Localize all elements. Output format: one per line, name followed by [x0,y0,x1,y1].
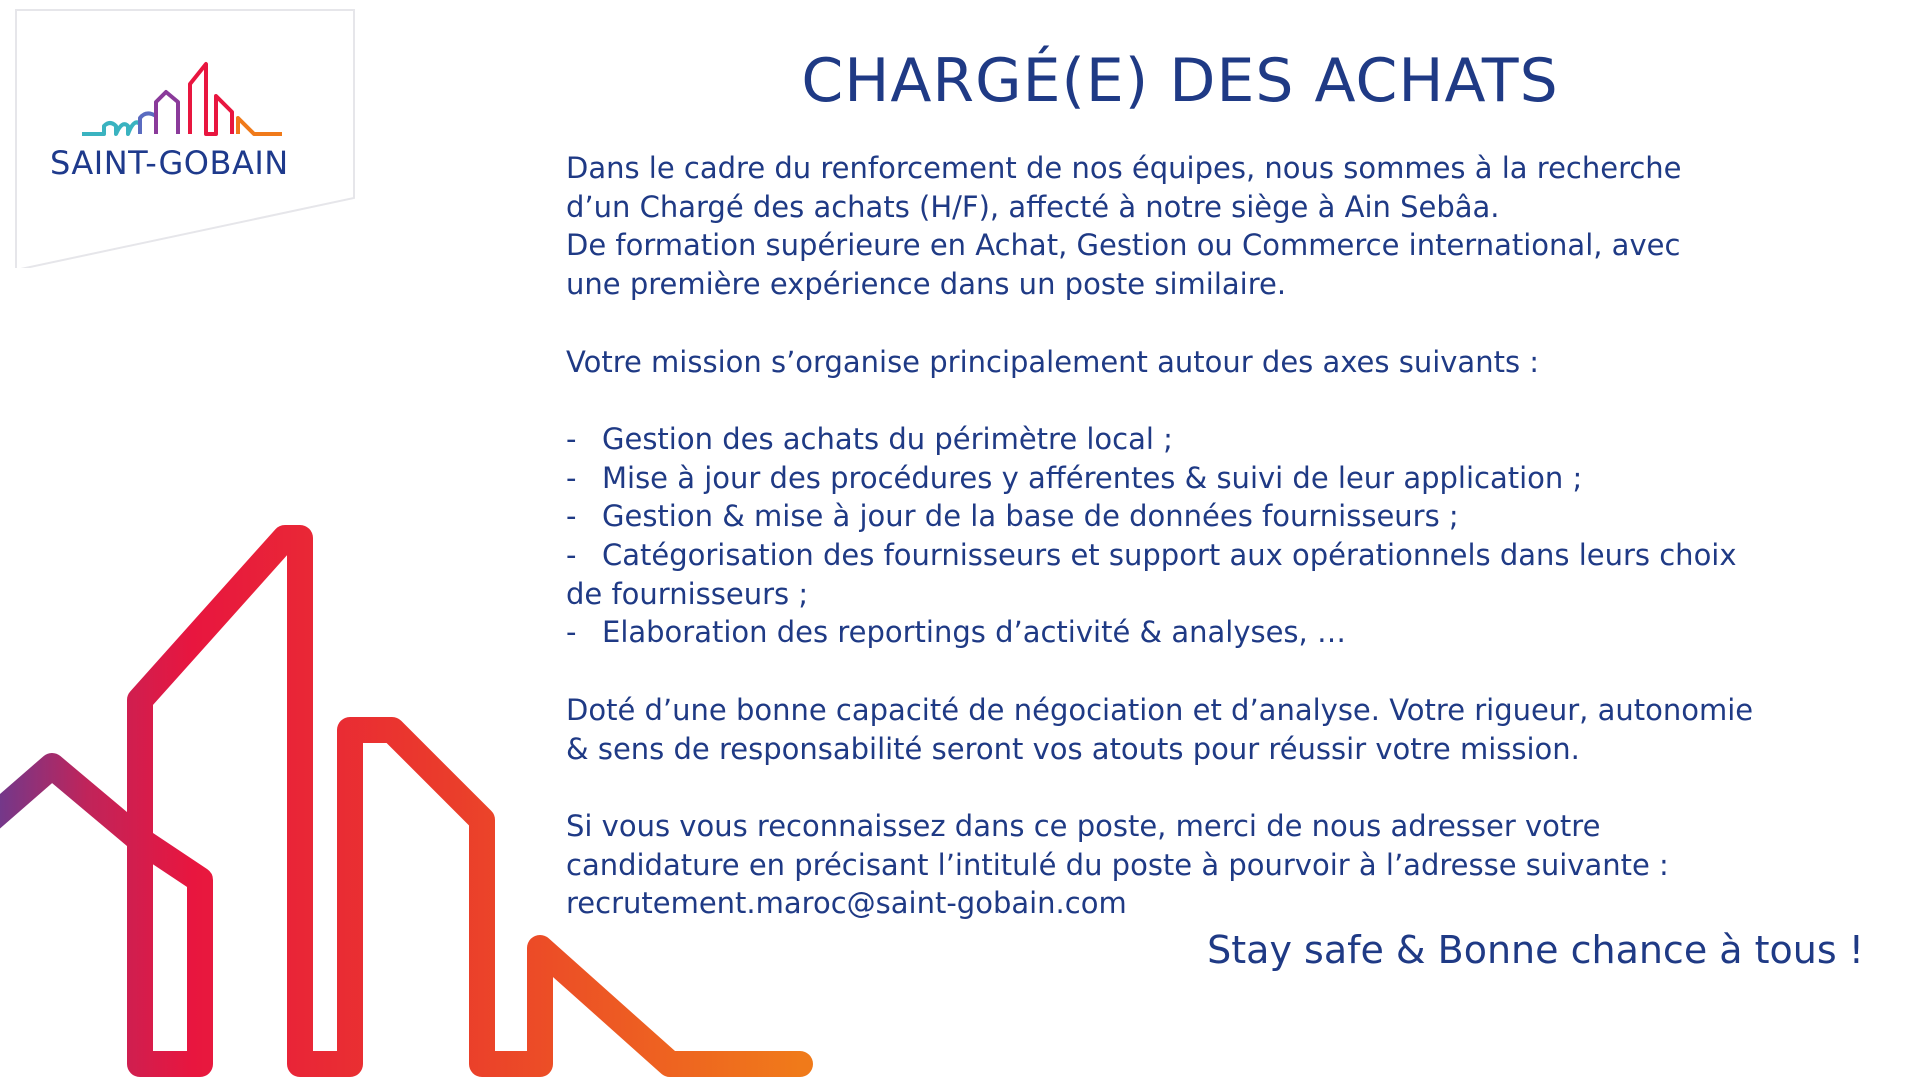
application-line: candidature en précisant l’intitulé du poste à pourvoir à l’adresse suivante : [566,847,1669,882]
mission-item-continuation: de fournisseurs ; [566,576,809,611]
bullet-dash: - [566,460,577,495]
job-description [566,149,1886,923]
application-line: Si vous vous reconnaissez dans ce poste, merci de nous adresser votre [566,808,1601,843]
bullet-dash: - [566,615,577,650]
intro-line: Dans le cadre du renforcement de nos équipes, nous sommes à la recherche [566,151,1682,185]
bullet-dash: - [566,538,577,572]
mission-item-text: Catégorisation des fournisseurs et support aux opérationnels dans leurs choix [602,538,1737,572]
mission-item [566,459,1886,498]
mission-item-text: Gestion des achats du périmètre local ; [602,421,1173,456]
application-email[interactable]: recrutement.maroc@saint-gobain.com [566,886,1127,921]
bullet-dash: - [566,421,577,456]
intro-line: De formation supérieure en Achat, Gestion ou Commerce international, avec [566,228,1681,263]
logo-wordmark: SAINT-GOBAIN [50,144,289,182]
saint-gobain-logo-icon [6,6,358,268]
mission-item [566,420,1886,459]
signoff-message: Stay safe & Bonne chance à tous ! [1207,928,1864,972]
profile-line: Doté d’une bonne capacité de négociation et d’analyse. Votre rigueur, autonomie [566,692,1754,727]
mission-item-text: Elaboration des reportings d’activité & analyses, … [602,615,1346,650]
mission-item [566,497,1886,536]
intro-line: une première expérience dans un poste similaire. [566,267,1287,302]
profile-line: & sens de responsabilité seront vos atouts pour réussir votre mission. [566,731,1580,766]
page-title: CHARGÉ(E) DES ACHATS [801,46,1559,116]
mission-item [566,613,1886,652]
mission-item-text: Gestion & mise à jour de la base de données fournisseurs ; [602,499,1459,534]
bullet-dash: - [566,499,577,534]
mission-heading: Votre mission s’organise principalement autour des axes suivants : [566,344,1540,379]
mission-item [566,536,1886,575]
mission-item-text: Mise à jour des procédures y afférentes & suivi de leur application ; [602,460,1583,495]
intro-line: d’un Chargé des achats (H/F), affecté à notre siège à Ain Sebâa. [566,189,1500,224]
logo-card [6,6,358,268]
